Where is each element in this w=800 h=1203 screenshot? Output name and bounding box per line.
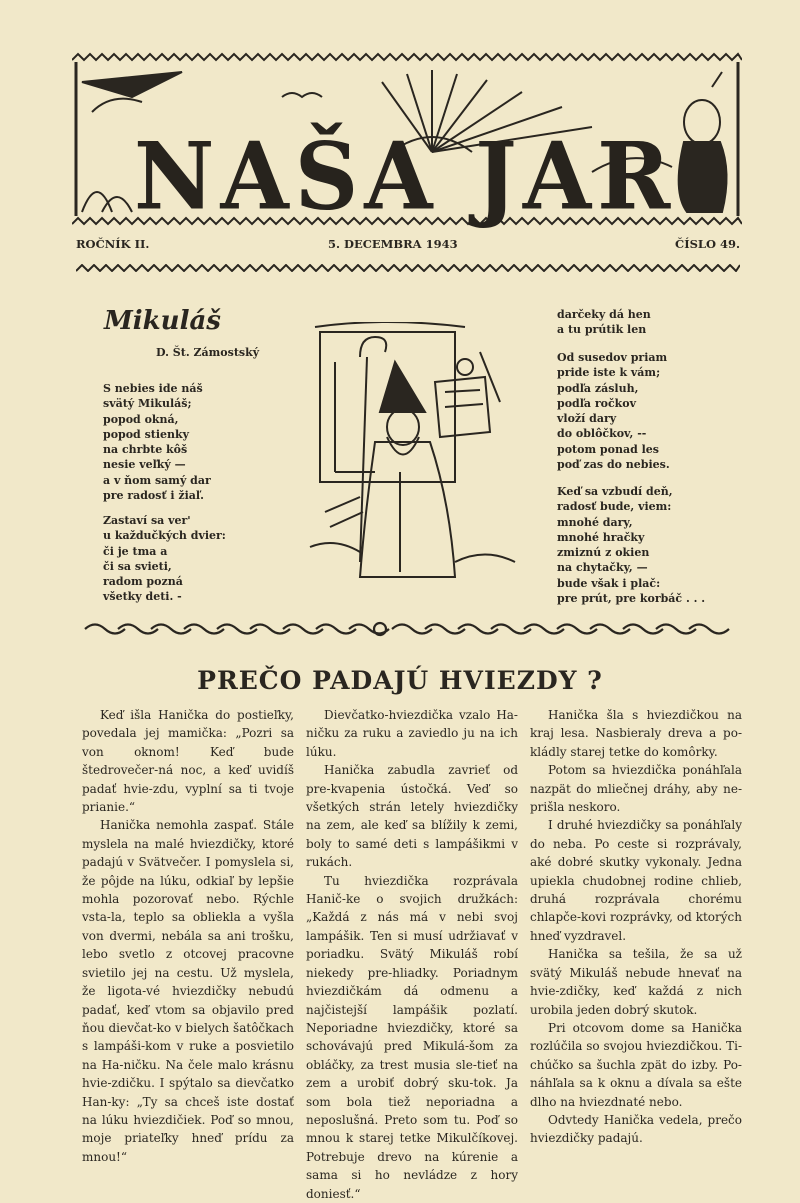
- poem-stanza-1: S nebies ide náš svätý Mikuláš; popod okná, popod stienky na chrbte kôš nesie veľký — a v ňom samý dar pre radosť i žiaľ.: [103, 382, 211, 503]
- paragraph: I druhé hviezdičky sa ponáhľaly do neba. Po ceste si rozprávaly, aké dobré skutky vykonaly. Jedna upiekla chudobnej rodine chlieb, druhá rozprávala chorému chlapče-kovi rozprávky, od ktorých hneď vyzdravel.: [530, 818, 742, 943]
- paragraph: Tu hviezdička rozprávala Hanič-ke o svojich družkách: „Každá z nás má v nebi svoj lampášik. Ten si musí udržiavať v poriadku. Svätý Mikuláš robí niekedy pre-hliadky. Poriadnym hviezdičkám dá odmenu a najčistejší lampášik pozlatí. Neporiadne hviezdičky, ktoré sa schovávajú pred Mikulá-šom za obláčky, za trest musia sle-tieť na zem a urobiť dobrý sku-tok. Ja som bola tiež neporiadna a neposlušná. Preto som tu. Poď so mnou k starej tetke Mikulčíkovej. Potrebuje drevo na kúrenie a sama si ho nevládze z hory doniesť.“: [306, 873, 518, 1201]
- article-column-1: [82, 706, 294, 1166]
- paragraph: Hanička šla s hviezdičkou na kraj lesa. Nasbieraly dreva a po-kládly starej tetke do komôrky.: [530, 708, 742, 759]
- paragraph: Hanička sa tešila, že sa už svätý Mikuláš nebude hnevať na hvie-zdičky, keď každá z nich urobila jeden dobrý skutok.: [530, 947, 742, 1017]
- masthead: [72, 52, 742, 231]
- article-column-2: [306, 706, 518, 1203]
- poem-author: D. Št. Zámostský: [156, 346, 260, 359]
- poem-stanza-3: darčeky dá hen a tu prútik len: [557, 308, 651, 337]
- paragraph: Hanička zabudla zavrieť od pre-kvapenia ústočká. Veď so všetkých strán letely hviezdičky na zem, ale keď sa blížily k zemi, boly to samé deti s lampášikmi v rukách.: [306, 763, 518, 870]
- newspaper-title: NAŠA JAR: [134, 121, 677, 231]
- saint-nicholas-illustration: [305, 322, 520, 592]
- decorative-ornament-divider: [80, 618, 740, 640]
- paragraph: Dievčatko-hviezdička vzalo Ha-ničku za ruku a zaviedlo ju na ich lúku.: [306, 708, 518, 759]
- issue-number: ČÍSLO 49.: [675, 237, 740, 251]
- article-headline: PREČO PADAJÚ HVIEZDY ?: [197, 666, 603, 695]
- paragraph: Odvtedy Hanička vedela, prečo hviezdičky padajú.: [530, 1112, 742, 1146]
- paragraph: Keď išla Hanička do postieľky, povedala jej mamička: „Pozri sa von oknom! Keď bude štedrovečer-ná noc, a keď uvidíš padať hvie-zdu, vyplní sa ti tvoje prianie.“: [82, 708, 294, 815]
- poem-stanza-5: Keď sa vzbudí deň, radosť bude, viem: mnohé dary, mnohé hračky zmiznú z okien na chytačky, — bude však i plač: pre prút, pre korbáč . . .: [557, 485, 706, 606]
- issue-date: 5. DECEMBRA 1943: [328, 237, 458, 251]
- volume-label: ROČNÍK II.: [76, 237, 150, 251]
- decorative-border: [76, 264, 740, 272]
- poem-stanza-2: Zastaví sa ver' u každučkých dvier: či je tma a či sa svieti, radom pozná všetky deti. -: [103, 514, 226, 604]
- paragraph: Potom sa hviezdička ponáhľala nazpät do mliečnej dráhy, aby ne-prišla neskoro.: [530, 763, 742, 815]
- poem-stanza-4: Od susedov priam pride iste k vám; podľa zásluh, podľa ročkov vloží dary do oblôčkov, -- potom ponad les poď zas do nebies.: [557, 351, 670, 472]
- article-column-3: [530, 706, 742, 1148]
- issue-info-row: [76, 237, 740, 255]
- poem-title: Mikuláš: [104, 306, 221, 336]
- paragraph: Pri otcovom dome sa Hanička rozlúčila so svojou hviezdičkou. Ti-chúčko sa šuchla zpät do izby. Po-náhľala sa k oknu a dívala sa ešte dlho na hviezdnaté nebo.: [530, 1020, 742, 1109]
- paragraph: Hanička nemohla zaspať. Stále myslela na malé hviezdičky, ktoré padajú v Svätvečer. I pomyslela si, že pôjde na lúku, odkiaľ by lepšie mohla pozorovať nebo. Rýchle vsta-la, teplo sa obliekla a vyšla von dvermi, nebála sa ani trošku, lebo svetlo z otcovej pracovne svietilo jej na cestu. Už myslela, že ligota-vé hviezdičky nebudú padať, keď vtom sa objavilo pred ňou dievčat-ko v bielych šatôčkach s lampáši-kom v ruke a posvietilo na Ha-ničku. Na čele malo krásnu hvie-zdičku. I spýtalo sa dievčatko Han-ky: „Ty sa chceš iste dostať na lúku hviezdičiek. Poď so mnou, moje priateľky hneď prídu za mnou!“: [82, 818, 295, 1164]
